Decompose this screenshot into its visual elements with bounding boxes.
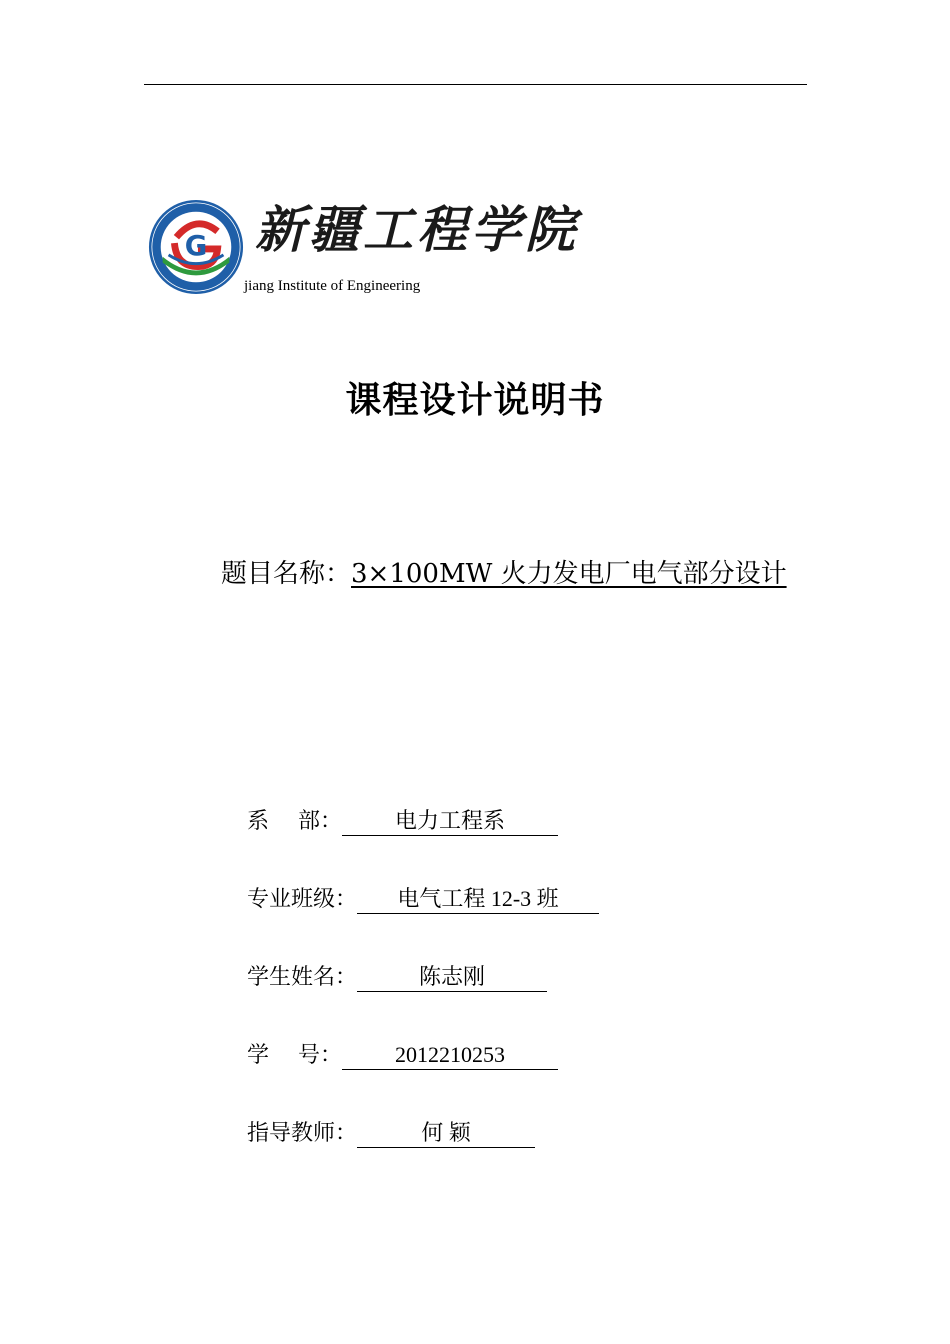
class-value: 电气工程 12-3 班 [357, 885, 599, 914]
school-logo [147, 195, 579, 305]
school-seal-icon [147, 198, 245, 296]
department-label: 系 部： [247, 809, 342, 834]
advisor-value: 何 颖 [357, 1119, 535, 1148]
student-name-value: 陈志刚 [357, 963, 547, 992]
student-id-value: 2012210253 [342, 1041, 558, 1070]
advisor-field [247, 1119, 535, 1149]
school-name: 新疆工程学院 [255, 200, 579, 259]
school-name-english: jiang Institute of Engineering [244, 278, 421, 294]
topic-label: 题目名称： [221, 559, 352, 589]
seal-letter: G [184, 230, 208, 262]
department-value: 电力工程系 [342, 807, 558, 836]
document-title: 课程设计说明书 [345, 380, 605, 421]
student-name-label: 学生姓名： [247, 965, 358, 990]
advisor-label: 指导教师： [247, 1121, 358, 1146]
class-label: 专业班级： [247, 887, 358, 912]
class-field [247, 885, 599, 915]
header-rule [144, 84, 807, 85]
topic-line [221, 556, 787, 592]
topic-value: 3×100MW 火力发电厂电气部分设计 [351, 559, 787, 589]
student-id-field [247, 1041, 558, 1071]
seal-year: 1958 [188, 276, 204, 283]
student-name-field [247, 963, 547, 993]
department-field [247, 807, 558, 837]
student-id-label: 学 号： [247, 1043, 342, 1068]
